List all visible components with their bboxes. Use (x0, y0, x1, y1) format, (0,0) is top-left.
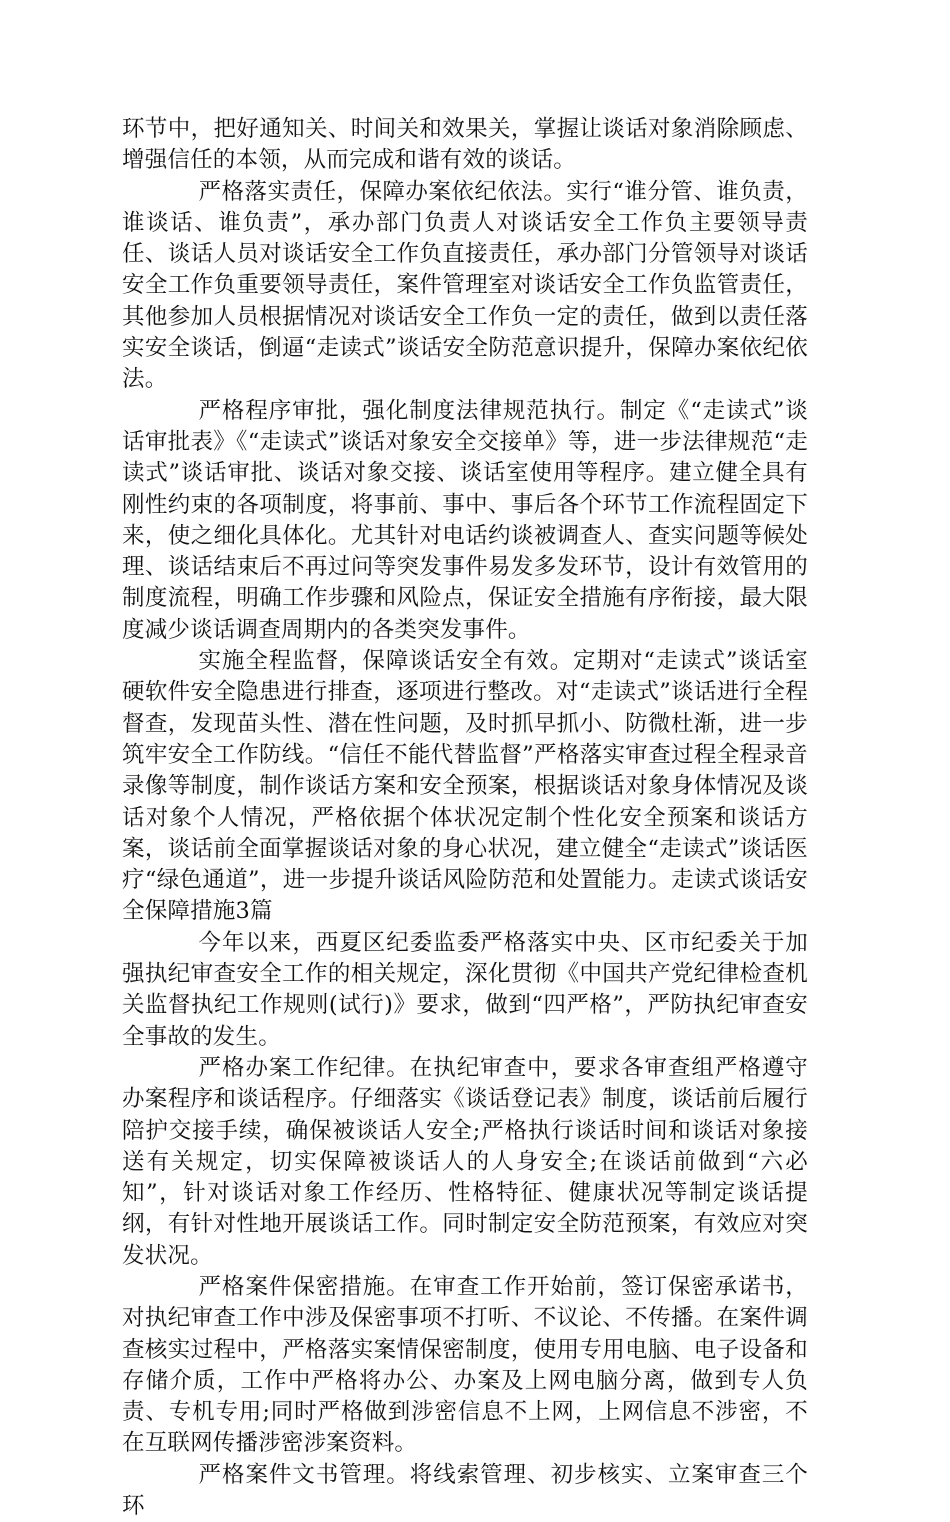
paragraph-supervision: 实施全程监督，保障谈话安全有效。定期对“走读式”谈话室硬软件安全隐患进行排查，逐项进行整改。对“走读式”谈话进行全程督查，发现苗头性、潜在性问题，及时抓早抓小、防微杜渐，进一步筑牢安全工作防线。“信任不能代替监督”严格落实审查过程全程录音录像等制度，制作谈话方案和安全预案，根据谈话对象身体情况及谈话对象个人情况，严格依据个体状况定制个性化安全预案和谈话方案，谈话前全面掌握谈话对象的身心状况，建立健全“走读式”谈话医疗“绿色通道”，进一步提升谈话风险防范和处置能力。走读式谈话安全保障措施3篇 (122, 648, 808, 925)
body-text (122, 114, 808, 1522)
paragraph-documents: 严格案件文书管理。将线索管理、初步核实、立案审查三个环 (122, 1461, 808, 1520)
paragraph-responsibility: 严格落实责任，保障办案依纪依法。实行“谁分管、谁负责，谁谈话、谁负责”，承办部门负责人对谈话安全工作负主要领导责任、谈话人员对谈话安全工作负直接责任，承办部门分管领导对谈话安全工作负重要领导责任，案件管理室对谈话安全工作负监管责任，其他参加人员根据情况对谈话安全工作负一定的责任，做到以责任落实安全谈话，倒逼“走读式”谈话安全防范意识提升，保障办案依纪依法。 (122, 178, 808, 393)
paragraph-procedure: 严格程序审批，强化制度法律规范执行。制定《“走读式”谈话审批表》《“走读式”谈话对象安全交接单》等，进一步法律规范“走读式”谈话审批、谈话对象交接、谈话室使用等程序。建立健全具有刚性约束的各项制度，将事前、事中、事后各个环节工作流程固定下来，使之细化具体化。尤其针对电话约谈被调查人、查实问题等候处理、谈话结束后不再过问等突发事件易发多发环节，设计有效管用的制度流程，明确工作步骤和风险点，保证安全措施有序衔接，最大限度减少谈话调查周期内的各类突发事件。 (122, 397, 808, 643)
paragraph-intro: 今年以来，西夏区纪委监委严格落实中央、区市纪委关于加强执纪审查安全工作的相关规定，深化贯彻《中国共产党纪律检查机关监督执纪工作规则(试行)》要求，做到“四严格”，严防执纪审查安全事故的发生。 (122, 929, 808, 1050)
paragraph-continuation: 环节中，把好通知关、时间关和效果关，掌握让谈话对象消除顾虑、增强信任的本领，从而完成和谐有效的谈话。 (122, 116, 808, 174)
paragraph-discipline: 严格办案工作纪律。在执纪审查中，要求各审查组严格遵守办案程序和谈话程序。仔细落实《谈话登记表》制度，谈话前后履行陪护交接手续，确保被谈话人安全;严格执行谈话时间和谈话对象接送有关规定，切实保障被谈话人的人身安全;在谈话前做到“六必知”，针对谈话对象工作经历、性格特征、健康状况等制定谈话提纲，有针对性地开展谈话工作。同时制定安全防范预案，有效应对突发状况。 (122, 1054, 808, 1269)
paragraph-confidentiality: 严格案件保密措施。在审查工作开始前，签订保密承诺书，对执纪审查工作中涉及保密事项不打听、不议论、不传播。在案件调查核实过程中，严格落实案情保密制度，使用专用电脑、电子设备和存储介质，工作中严格将办公、办案及上网电脑分离，做到专人负责、专机专用;同时严格做到涉密信息不上网，上网信息不涉密，不在互联网传播涉密涉案资料。 (122, 1273, 808, 1457)
